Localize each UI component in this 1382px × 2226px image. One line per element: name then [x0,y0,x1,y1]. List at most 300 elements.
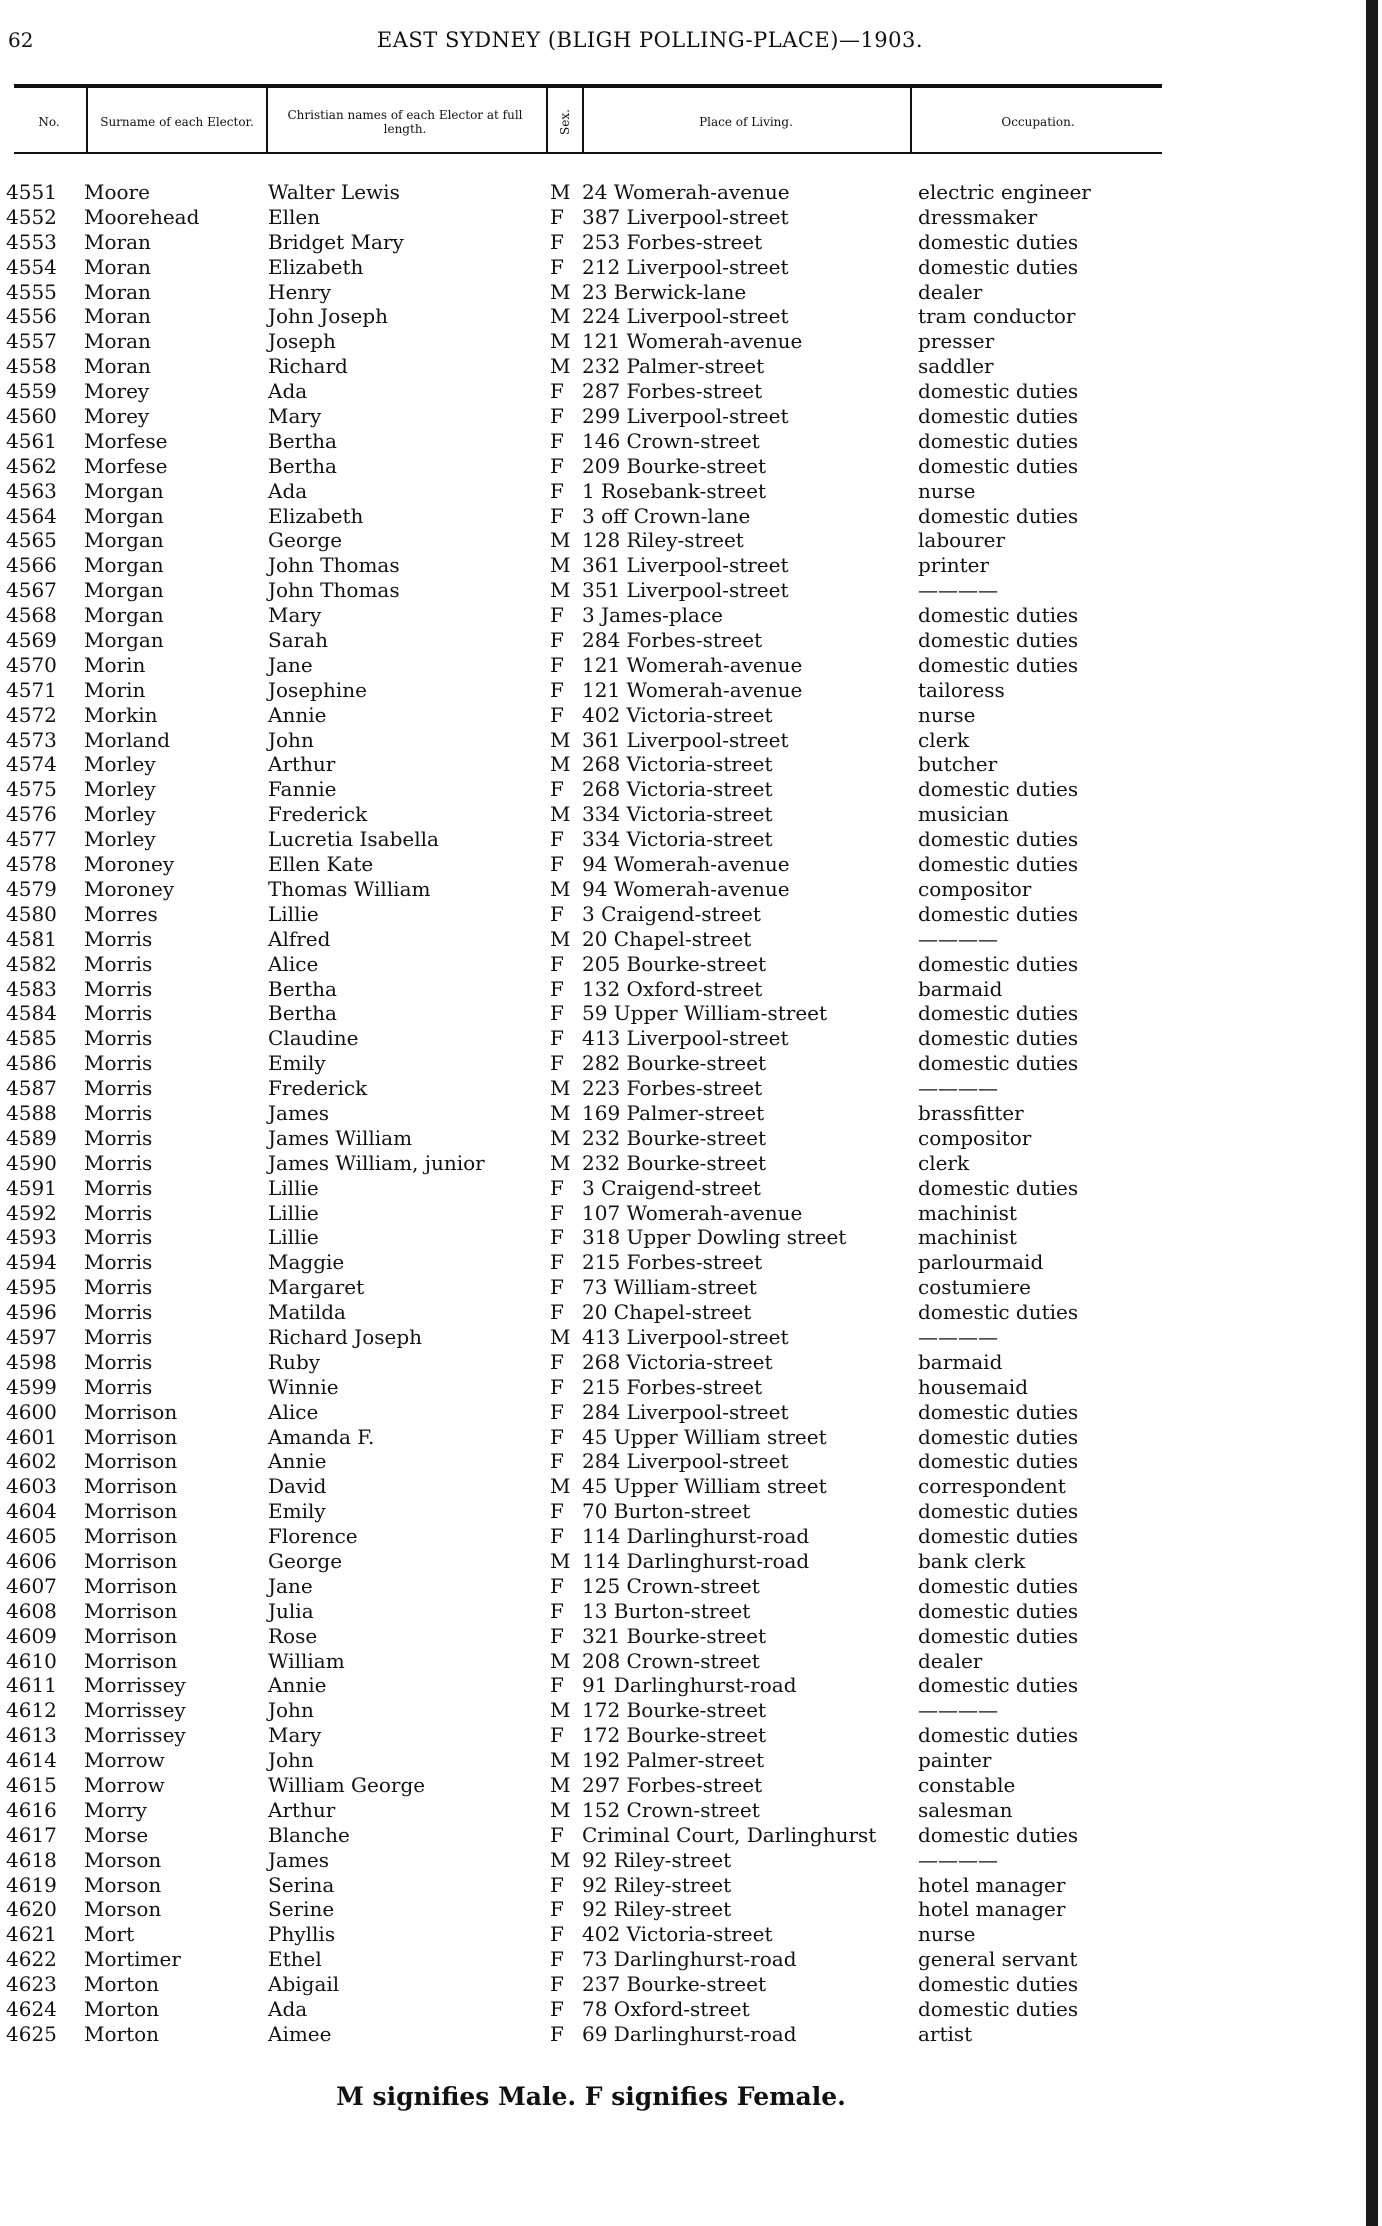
christian-names: Ethel [268,1947,322,1972]
place-of-living: 209 Bourke-street [582,453,766,478]
column-header-surname: Surname of each Elector. [100,115,254,129]
elector-row [0,553,1200,578]
occupation: domestic duties [918,1598,1079,1623]
elector-row [0,927,1200,952]
surname: Morris [84,1349,153,1374]
surname: Morris [84,1300,153,1325]
christian-names: Bertha [268,453,337,478]
elector-row [0,578,1200,603]
elector-row [0,205,1200,230]
place-of-living: 402 Victoria-street [582,702,773,727]
elector-row [0,1101,1200,1126]
sex: M [550,329,571,354]
elector-row [0,852,1200,877]
surname: Morrison [84,1548,178,1573]
surname: Morry [84,1797,147,1822]
place-of-living: 3 James-place [582,603,724,628]
occupation: butcher [918,752,998,777]
occupation: domestic duties [918,1997,1079,2022]
surname: Morris [84,1275,153,1300]
sex: F [550,1997,564,2022]
christian-names: David [268,1474,327,1499]
elector-number: 4601 [6,1424,57,1449]
sex: F [550,1051,564,1076]
occupation: nurse [918,1922,976,1947]
christian-names: Richard Joseph [268,1324,423,1349]
occupation: domestic duties [918,652,1079,677]
place-of-living: 107 Womerah-avenue [582,1200,803,1225]
surname: Moroney [84,852,175,877]
column-header-christian-names: Christian names of each Elector at full length. [287,108,523,136]
place-of-living: 152 Crown-street [582,1797,760,1822]
sex: F [550,1573,564,1598]
elector-row [0,703,1200,728]
elector-row [0,1176,1200,1201]
place-of-living: 361 Liverpool-street [582,727,789,752]
elector-row [0,1698,1200,1723]
elector-row [0,479,1200,504]
elector-row [0,1375,1200,1400]
sex: F [550,428,564,453]
sex: F [550,1300,564,1325]
christian-names: Winnie [268,1374,339,1399]
sex: F [550,1673,564,1698]
column-header-place: Place of Living. [699,115,793,129]
sex: F [550,702,564,727]
surname: Moran [84,304,151,329]
place-of-living: 172 Bourke-street [582,1698,766,1723]
place-of-living: 94 Womerah-avenue [582,876,790,901]
place-of-living: 70 Burton-street [582,1499,751,1524]
surname: Morrissey [84,1698,186,1723]
sex: M [550,1773,571,1797]
place-of-living: 299 Liverpool-street [582,404,789,429]
christian-names: Emily [268,1051,326,1076]
place-of-living: 69 Darlinghurst-road [582,2021,797,2046]
elector-number: 4584 [6,1001,57,1026]
elector-row [0,255,1200,280]
place-of-living: 192 Palmer-street [582,1748,765,1773]
occupation: clerk [918,727,970,752]
elector-number: 4616 [6,1797,57,1822]
elector-row [0,902,1200,927]
place-of-living: 413 Liverpool-street [582,1026,789,1051]
elector-number: 4567 [6,578,57,603]
page-title: EAST SYDNEY (BLIGH POLLING-PLACE)—1903. [376,28,924,52]
place-of-living: 205 Bourke-street [582,951,766,976]
surname: Morley [84,777,156,802]
sex: F [550,652,564,677]
elector-number: 4555 [6,279,57,304]
surname: Morrow [84,1748,165,1773]
header-rule-top [14,84,1162,88]
sex: F [550,379,564,404]
elector-number: 4603 [6,1474,57,1499]
christian-names: Amanda F. [268,1424,375,1449]
surname: Morrison [84,1499,178,1524]
elector-number: 4565 [6,528,57,553]
occupation: domestic duties [918,1424,1079,1449]
surname: Morris [84,976,153,1001]
christian-names: Bertha [268,976,337,1001]
elector-number: 4575 [6,777,57,802]
sex: F [550,1822,564,1847]
sex: F [550,1200,564,1225]
surname: Morson [84,1847,162,1872]
occupation: ———— [918,926,998,951]
occupation: domestic duties [918,1573,1079,1598]
sex: F [550,1449,564,1474]
elector-number: 4617 [6,1822,57,1847]
column-header-sex: Sex. [558,109,572,135]
place-of-living: 268 Victoria-street [582,777,773,802]
occupation: nurse [918,702,976,727]
occupation: domestic duties [918,1723,1079,1748]
christian-names: Ellen [268,204,321,229]
place-of-living: 402 Victoria-street [582,1922,773,1947]
place-of-living: 73 Darlinghurst-road [582,1947,797,1972]
occupation: domestic duties [918,827,1079,852]
elector-row [0,777,1200,802]
sex: M [550,876,571,901]
elector-row [0,1574,1200,1599]
sex: M [550,1150,571,1175]
elector-row [0,1524,1200,1549]
christian-names: Elizabeth [268,503,364,528]
occupation: machinist [918,1225,1017,1250]
elector-row [0,1400,1200,1425]
place-of-living: 92 Riley-street [582,1872,732,1897]
place-of-living: 45 Upper William street [582,1424,827,1449]
elector-number: 4570 [6,652,57,677]
occupation: presser [918,329,995,354]
place-of-living: 284 Forbes-street [582,628,763,653]
sex: F [550,777,564,802]
sex: M [550,1748,571,1773]
elector-number: 4599 [6,1374,57,1399]
elector-row [0,1922,1200,1947]
place-of-living: 351 Liverpool-street [582,578,789,603]
sex: M [550,752,571,777]
elector-list [0,180,1200,2047]
elector-number: 4611 [6,1673,57,1698]
surname: Morris [84,1125,153,1150]
sex: F [550,1524,564,1549]
occupation: parlourmaid [918,1250,1044,1275]
elector-row [0,304,1200,329]
elector-number: 4605 [6,1524,57,1549]
elector-number: 4600 [6,1399,57,1424]
elector-row [0,1972,1200,1997]
elector-number: 4579 [6,876,57,901]
sex: M [550,727,571,752]
occupation: housemaid [918,1374,1028,1399]
occupation: hotel manager [918,1897,1066,1922]
column-header-occupation: Occupation. [1001,115,1075,129]
sex: F [550,1424,564,1449]
surname: Morris [84,1051,153,1076]
elector-row [0,1798,1200,1823]
sex: M [550,1100,571,1125]
elector-row [0,1300,1200,1325]
christian-names: Lillie [268,1175,319,1200]
surname: Morrison [84,1474,178,1499]
elector-number: 4625 [6,2021,57,2046]
surname: Morris [84,1374,153,1399]
elector-number: 4574 [6,752,57,777]
place-of-living: 334 Victoria-street [582,802,773,827]
surname: Morley [84,827,156,852]
elector-row [0,1325,1200,1350]
occupation: barmaid [918,1349,1003,1374]
sex: F [550,503,564,528]
christian-names: John Thomas [268,578,400,603]
christian-names: Frederick [268,1076,368,1101]
surname: Moran [84,354,151,379]
elector-row [0,1823,1200,1848]
place-of-living: 232 Bourke-street [582,1125,766,1150]
elector-row [0,1773,1200,1798]
surname: Morey [84,379,150,404]
surname: Morton [84,1997,160,2022]
elector-row [0,1425,1200,1450]
christian-names: Joseph [268,329,336,354]
place-of-living: 94 Womerah-avenue [582,852,790,877]
elector-number: 4589 [6,1125,57,1150]
elector-row [0,379,1200,404]
elector-row [0,728,1200,753]
surname: Morris [84,1150,153,1175]
christian-names: Blanche [268,1822,350,1847]
sex: M [550,279,571,304]
place-of-living: 3 Craigend-street [582,901,761,926]
sex: F [550,204,564,229]
sex: F [550,901,564,926]
christian-names: Ruby [268,1349,321,1374]
occupation: domestic duties [918,1026,1079,1051]
christian-names: Jane [268,652,313,677]
christian-names: Aimee [268,2021,332,2046]
place-of-living: 212 Liverpool-street [582,254,789,279]
sex: M [550,1648,571,1673]
elector-row [0,1947,1200,1972]
elector-number: 4590 [6,1150,57,1175]
elector-number: 4563 [6,478,57,503]
occupation: domestic duties [918,1673,1079,1698]
christian-names: Ellen Kate [268,852,374,877]
sex: F [550,1250,564,1275]
sex: F [550,1972,564,1997]
elector-row [0,504,1200,529]
sex: F [550,478,564,503]
sex: F [550,677,564,702]
place-of-living: 232 Bourke-street [582,1150,766,1175]
place-of-living: 1 Rosebank-street [582,478,766,503]
elector-number: 4595 [6,1275,57,1300]
christian-names: Margaret [268,1275,365,1300]
elector-number: 4613 [6,1723,57,1748]
christian-names: Matilda [268,1300,346,1325]
christian-names: Serine [268,1897,335,1922]
sex: F [550,951,564,976]
occupation: hotel manager [918,1872,1066,1897]
place-of-living: 282 Bourke-street [582,1051,766,1076]
page-number: 62 [8,28,34,52]
sex: M [550,304,571,329]
place-of-living: 59 Upper William-street [582,1001,828,1026]
christian-names: Annie [268,1673,327,1698]
surname: Morris [84,926,153,951]
surname: Morrison [84,1424,178,1449]
sex: M [550,1548,571,1573]
sex: F [550,453,564,478]
elector-number: 4573 [6,727,57,752]
sex: F [550,1026,564,1051]
sex: M [550,528,571,553]
elector-row [0,952,1200,977]
christian-names: Lillie [268,1200,319,1225]
place-of-living: 387 Liverpool-street [582,204,789,229]
occupation: dealer [918,1648,983,1673]
elector-row [0,1201,1200,1226]
occupation: ———— [918,1076,998,1101]
surname: Morrissey [84,1673,186,1698]
surname: Morris [84,1026,153,1051]
surname: Morrow [84,1773,165,1797]
place-of-living: 208 Crown-street [582,1648,760,1673]
christian-names: Walter Lewis [268,180,400,204]
place-of-living: 253 Forbes-street [582,229,763,254]
surname: Morgan [84,628,164,653]
sex: F [550,254,564,279]
elector-number: 4583 [6,976,57,1001]
elector-row [0,1126,1200,1151]
surname: Morrison [84,1399,178,1424]
elector-row [0,1748,1200,1773]
column-divider [86,88,88,152]
sex: M [550,1125,571,1150]
elector-row [0,454,1200,479]
elector-number: 4608 [6,1598,57,1623]
christian-names: George [268,528,343,553]
place-of-living: 284 Liverpool-street [582,1399,789,1424]
place-of-living: 361 Liverpool-street [582,553,789,578]
place-of-living: 13 Burton-street [582,1598,751,1623]
occupation: dressmaker [918,204,1038,229]
elector-row [0,752,1200,777]
occupation: constable [918,1773,1016,1797]
place-of-living: 114 Darlinghurst-road [582,1524,810,1549]
sex: M [550,553,571,578]
place-of-living: 284 Liverpool-street [582,1449,789,1474]
sex: F [550,603,564,628]
surname: Morris [84,1100,153,1125]
christian-names: Alice [268,1399,319,1424]
christian-names: Julia [268,1598,314,1623]
elector-row [0,1051,1200,1076]
occupation: bank clerk [918,1548,1026,1573]
elector-number: 4578 [6,852,57,877]
christian-names: Rose [268,1623,318,1648]
place-of-living: 20 Chapel-street [582,1300,752,1325]
occupation: domestic duties [918,1623,1079,1648]
elector-row [0,1873,1200,1898]
occupation: domestic duties [918,254,1079,279]
elector-number: 4610 [6,1648,57,1673]
christian-names: John [268,1698,314,1723]
christian-names: Arthur [268,752,336,777]
sex: F [550,1598,564,1623]
place-of-living: 121 Womerah-avenue [582,652,803,677]
surname: Morgan [84,478,164,503]
surname: Morland [84,727,171,752]
surname: Morris [84,1076,153,1101]
elector-number: 4615 [6,1773,57,1797]
elector-number: 4568 [6,603,57,628]
place-of-living: 23 Berwick-lane [582,279,747,304]
christian-names: Mary [268,404,322,429]
occupation: saddler [918,354,994,379]
christian-names: Ada [268,379,308,404]
sex-legend-footnote: M signifies Male. F signifies Female. [336,2082,846,2111]
elector-row [0,1997,1200,2022]
elector-number: 4561 [6,428,57,453]
elector-row [0,429,1200,454]
elector-row [0,180,1200,205]
christian-names: Elizabeth [268,254,364,279]
place-of-living: 215 Forbes-street [582,1374,763,1399]
place-of-living: 232 Palmer-street [582,354,765,379]
elector-number: 4623 [6,1972,57,1997]
christian-names: Sarah [268,628,328,653]
sex: F [550,404,564,429]
elector-number: 4580 [6,901,57,926]
elector-row [0,1897,1200,1922]
elector-row [0,603,1200,628]
surname: Morrison [84,1524,178,1549]
place-of-living: 237 Bourke-street [582,1972,766,1997]
occupation: tram conductor [918,304,1076,329]
christian-names: Mary [268,603,322,628]
surname: Moran [84,254,151,279]
elector-row [0,1649,1200,1674]
occupation: domestic duties [918,852,1079,877]
christian-names: Bridget Mary [268,229,404,254]
occupation: domestic duties [918,428,1079,453]
elector-row [0,1275,1200,1300]
sex: M [550,578,571,603]
surname: Morgan [84,528,164,553]
elector-row [0,1624,1200,1649]
surname: Morris [84,1001,153,1026]
christian-names: Bertha [268,428,337,453]
christian-names: William George [268,1773,426,1797]
sex: F [550,1947,564,1972]
elector-row [0,1848,1200,1873]
occupation: nurse [918,478,976,503]
elector-number: 4592 [6,1200,57,1225]
sex: F [550,628,564,653]
christian-names: Thomas William [268,876,431,901]
sex: F [550,827,564,852]
elector-row [0,977,1200,1002]
christian-names: Henry [268,279,332,304]
occupation: ———— [918,1698,998,1723]
surname: Morley [84,802,156,827]
elector-number: 4594 [6,1250,57,1275]
sex: F [550,1872,564,1897]
elector-number: 4564 [6,503,57,528]
